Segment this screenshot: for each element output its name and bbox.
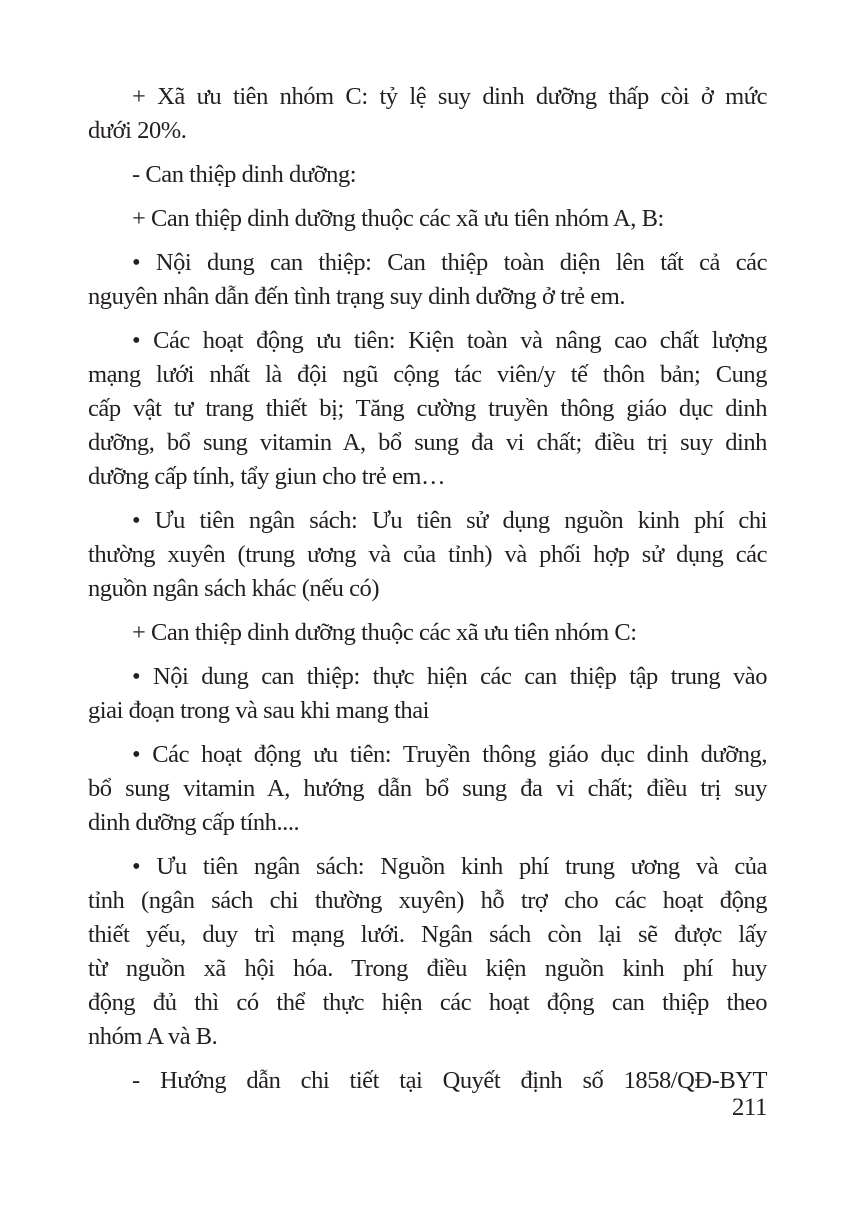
paragraph — [88, 660, 767, 728]
text-line: • Ưu tiên ngân sách: Ưu tiên sử dụng nguồn kinh phí chi — [132, 507, 767, 534]
paragraph — [88, 202, 767, 236]
paragraph — [88, 738, 767, 840]
text-line: tỉnh (ngân sách chi thường xuyên) hỗ trợ cho các hoạt động — [88, 887, 767, 914]
text-line: • Các hoạt động ưu tiên: Truyền thông giáo dục dinh dưỡng, — [132, 741, 767, 768]
text-line: từ nguồn xã hội hóa. Trong điều kiện nguồn kinh phí huy — [88, 955, 767, 982]
text-line: dưỡng cấp tính, tẩy giun cho trẻ em… — [88, 463, 446, 490]
text-line: cấp vật tư trang thiết bị; Tăng cường truyền thông giáo dục dinh — [88, 395, 767, 422]
text-line: dưỡng, bổ sung vitamin A, bổ sung đa vi chất; điều trị suy dinh — [88, 429, 767, 456]
text-line: dưới 20%. — [88, 117, 187, 144]
paragraph — [88, 616, 767, 650]
text-line: + Can thiệp dinh dưỡng thuộc các xã ưu tiên nhóm A, B: — [132, 205, 664, 232]
paragraph — [88, 504, 767, 606]
text-line: - Can thiệp dinh dưỡng: — [132, 161, 357, 188]
text-line: nhóm A và B. — [88, 1023, 218, 1050]
paragraph — [88, 1064, 767, 1098]
text-line: dinh dưỡng cấp tính.... — [88, 809, 300, 836]
page-number: 211 — [731, 1094, 767, 1121]
text-line: • Nội dung can thiệp: thực hiện các can thiệp tập trung vào — [132, 663, 767, 690]
paragraph — [88, 80, 767, 148]
text-line: giai đoạn trong và sau khi mang thai — [88, 697, 430, 724]
text-line: nguồn ngân sách khác (nếu có) — [88, 575, 380, 602]
text-line: nguyên nhân dẫn đến tình trạng suy dinh dưỡng ở trẻ em. — [88, 283, 626, 310]
paragraph — [88, 246, 767, 314]
text-line: mạng lưới nhất là đội ngũ cộng tác viên/y tế thôn bản; Cung — [88, 361, 767, 388]
text-line: • Nội dung can thiệp: Can thiệp toàn diện lên tất cả các — [132, 249, 767, 276]
paragraph — [88, 158, 767, 192]
paragraph — [88, 324, 767, 494]
text-line: bổ sung vitamin A, hướng dẫn bổ sung đa vi chất; điều trị suy — [88, 775, 767, 802]
text-line: - Hướng dẫn chi tiết tại Quyết định số 1858/QĐ-BYT — [132, 1067, 767, 1094]
text-line: • Các hoạt động ưu tiên: Kiện toàn và nâng cao chất lượng — [132, 327, 767, 354]
text-line: • Ưu tiên ngân sách: Nguồn kinh phí trung ương và của — [132, 853, 767, 880]
text-line: thường xuyên (trung ương và của tỉnh) và phối hợp sử dụng các — [88, 541, 767, 568]
page-body — [88, 80, 767, 1108]
text-line: + Xã ưu tiên nhóm C: tỷ lệ suy dinh dưỡng thấp còi ở mức — [132, 83, 767, 110]
paragraph — [88, 850, 767, 1054]
text-line: động đủ thì có thể thực hiện các hoạt động can thiệp theo — [88, 989, 767, 1016]
text-line: + Can thiệp dinh dưỡng thuộc các xã ưu tiên nhóm C: — [132, 619, 637, 646]
text-line: thiết yếu, duy trì mạng lưới. Ngân sách còn lại sẽ được lấy — [88, 921, 767, 948]
